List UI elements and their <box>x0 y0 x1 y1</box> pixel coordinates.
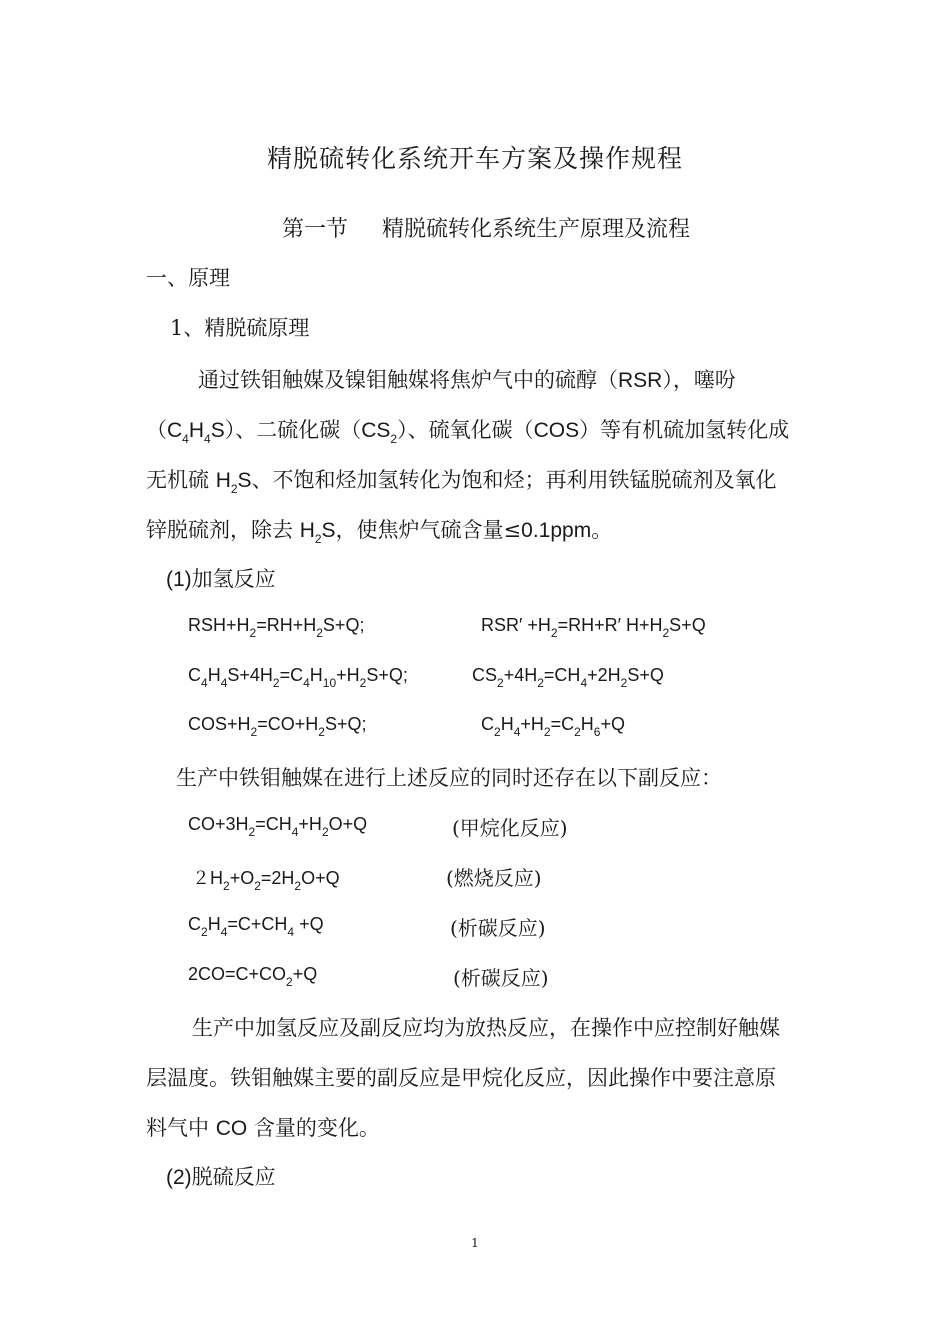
reaction-2: $RSR' +H_2=RH+R'$ $H+H_2S+Q$ <box>481 615 706 640</box>
section-label: 第一节 <box>282 217 349 242</box>
side-reaction-3-note: (析碳反应) <box>450 916 546 940</box>
document-title: 精脱硫转化系统开车方案及操作规程 <box>266 144 683 173</box>
reaction-4: $CS_2+4H_2=CH_4+2H_2S+Q$ <box>472 665 664 690</box>
intro-line-1: 通过铁钼触媒及镍钼触媒将焦炉气中的硫醇（RSR），噻吩 <box>198 368 736 392</box>
side-reaction-1: $CO+3H_2=CH_4+H_2O+Q$ <box>188 814 368 839</box>
heading-fine-desulfurization-principle: 1、精脱硫原理 <box>170 316 310 340</box>
intro-line-3: 无机硫 $H_2S$、不饱和烃加氢转化为饱和烃；再利用铁锰脱硫剂及氧化 <box>146 468 777 496</box>
para2-line-1: 生产中加氢反应及副反应均为放热反应，在操作中应控制好触媒 <box>192 1016 780 1040</box>
reaction-6: $C_2H_4+H_2=C_2H_6+Q$ <box>481 714 625 739</box>
side-reaction-4-note: (析碳反应) <box>453 966 549 990</box>
section-title: 精脱硫转化系统生产原理及流程 <box>382 217 691 242</box>
reaction-5: $COS+H_2=CO+H_2S+Q$; <box>188 714 367 739</box>
side-reaction-4: $2CO=C+CO_2+Q$ <box>188 964 318 989</box>
sub-heading-hydrogenation: (1)加氢反应 <box>166 567 276 591</box>
side-reaction-1-note: (甲烷化反应) <box>452 816 568 840</box>
side-reaction-2-note: (燃烧反应) <box>446 866 542 890</box>
section-heading <box>282 212 690 243</box>
sub-heading-desulfurization: (2)脱硫反应 <box>166 1165 276 1189</box>
reaction-3: $C_4H_4S+4H_2=C_4H_{10}+H_2S+Q$; <box>188 665 408 690</box>
heading-principle: 一、原理 <box>146 266 230 290</box>
reaction-1: $RSH+H_2=RH+H_2S+Q$; <box>188 615 365 640</box>
side-reaction-3: $C_2H_4=C+CH_4 +Q$ <box>188 914 324 939</box>
side-reaction-intro: 生产中铁钼触媒在进行上述反应的同时还存在以下副反应： <box>176 766 722 790</box>
para2-line-2: 层温度。铁钼触媒主要的副反应是甲烷化反应，因此操作中要注意原 <box>146 1066 776 1090</box>
para2-line-3: 料气中 CO 含量的变化。 <box>146 1116 380 1140</box>
side-reaction-2: $2H_2+O_2=2H_2O+Q$ <box>192 868 340 893</box>
intro-line-2: $(C_4H_4S)$、二硫化碳$(CS_2)$、硫氧化碳（COS）等有机硫加氢转化成 <box>146 418 790 446</box>
intro-line-4: 锌脱硫剂，除去 $H_2S$，使焦炉气硫含量≤0.1ppm。 <box>146 518 613 546</box>
page-number: 1 <box>471 1236 479 1250</box>
